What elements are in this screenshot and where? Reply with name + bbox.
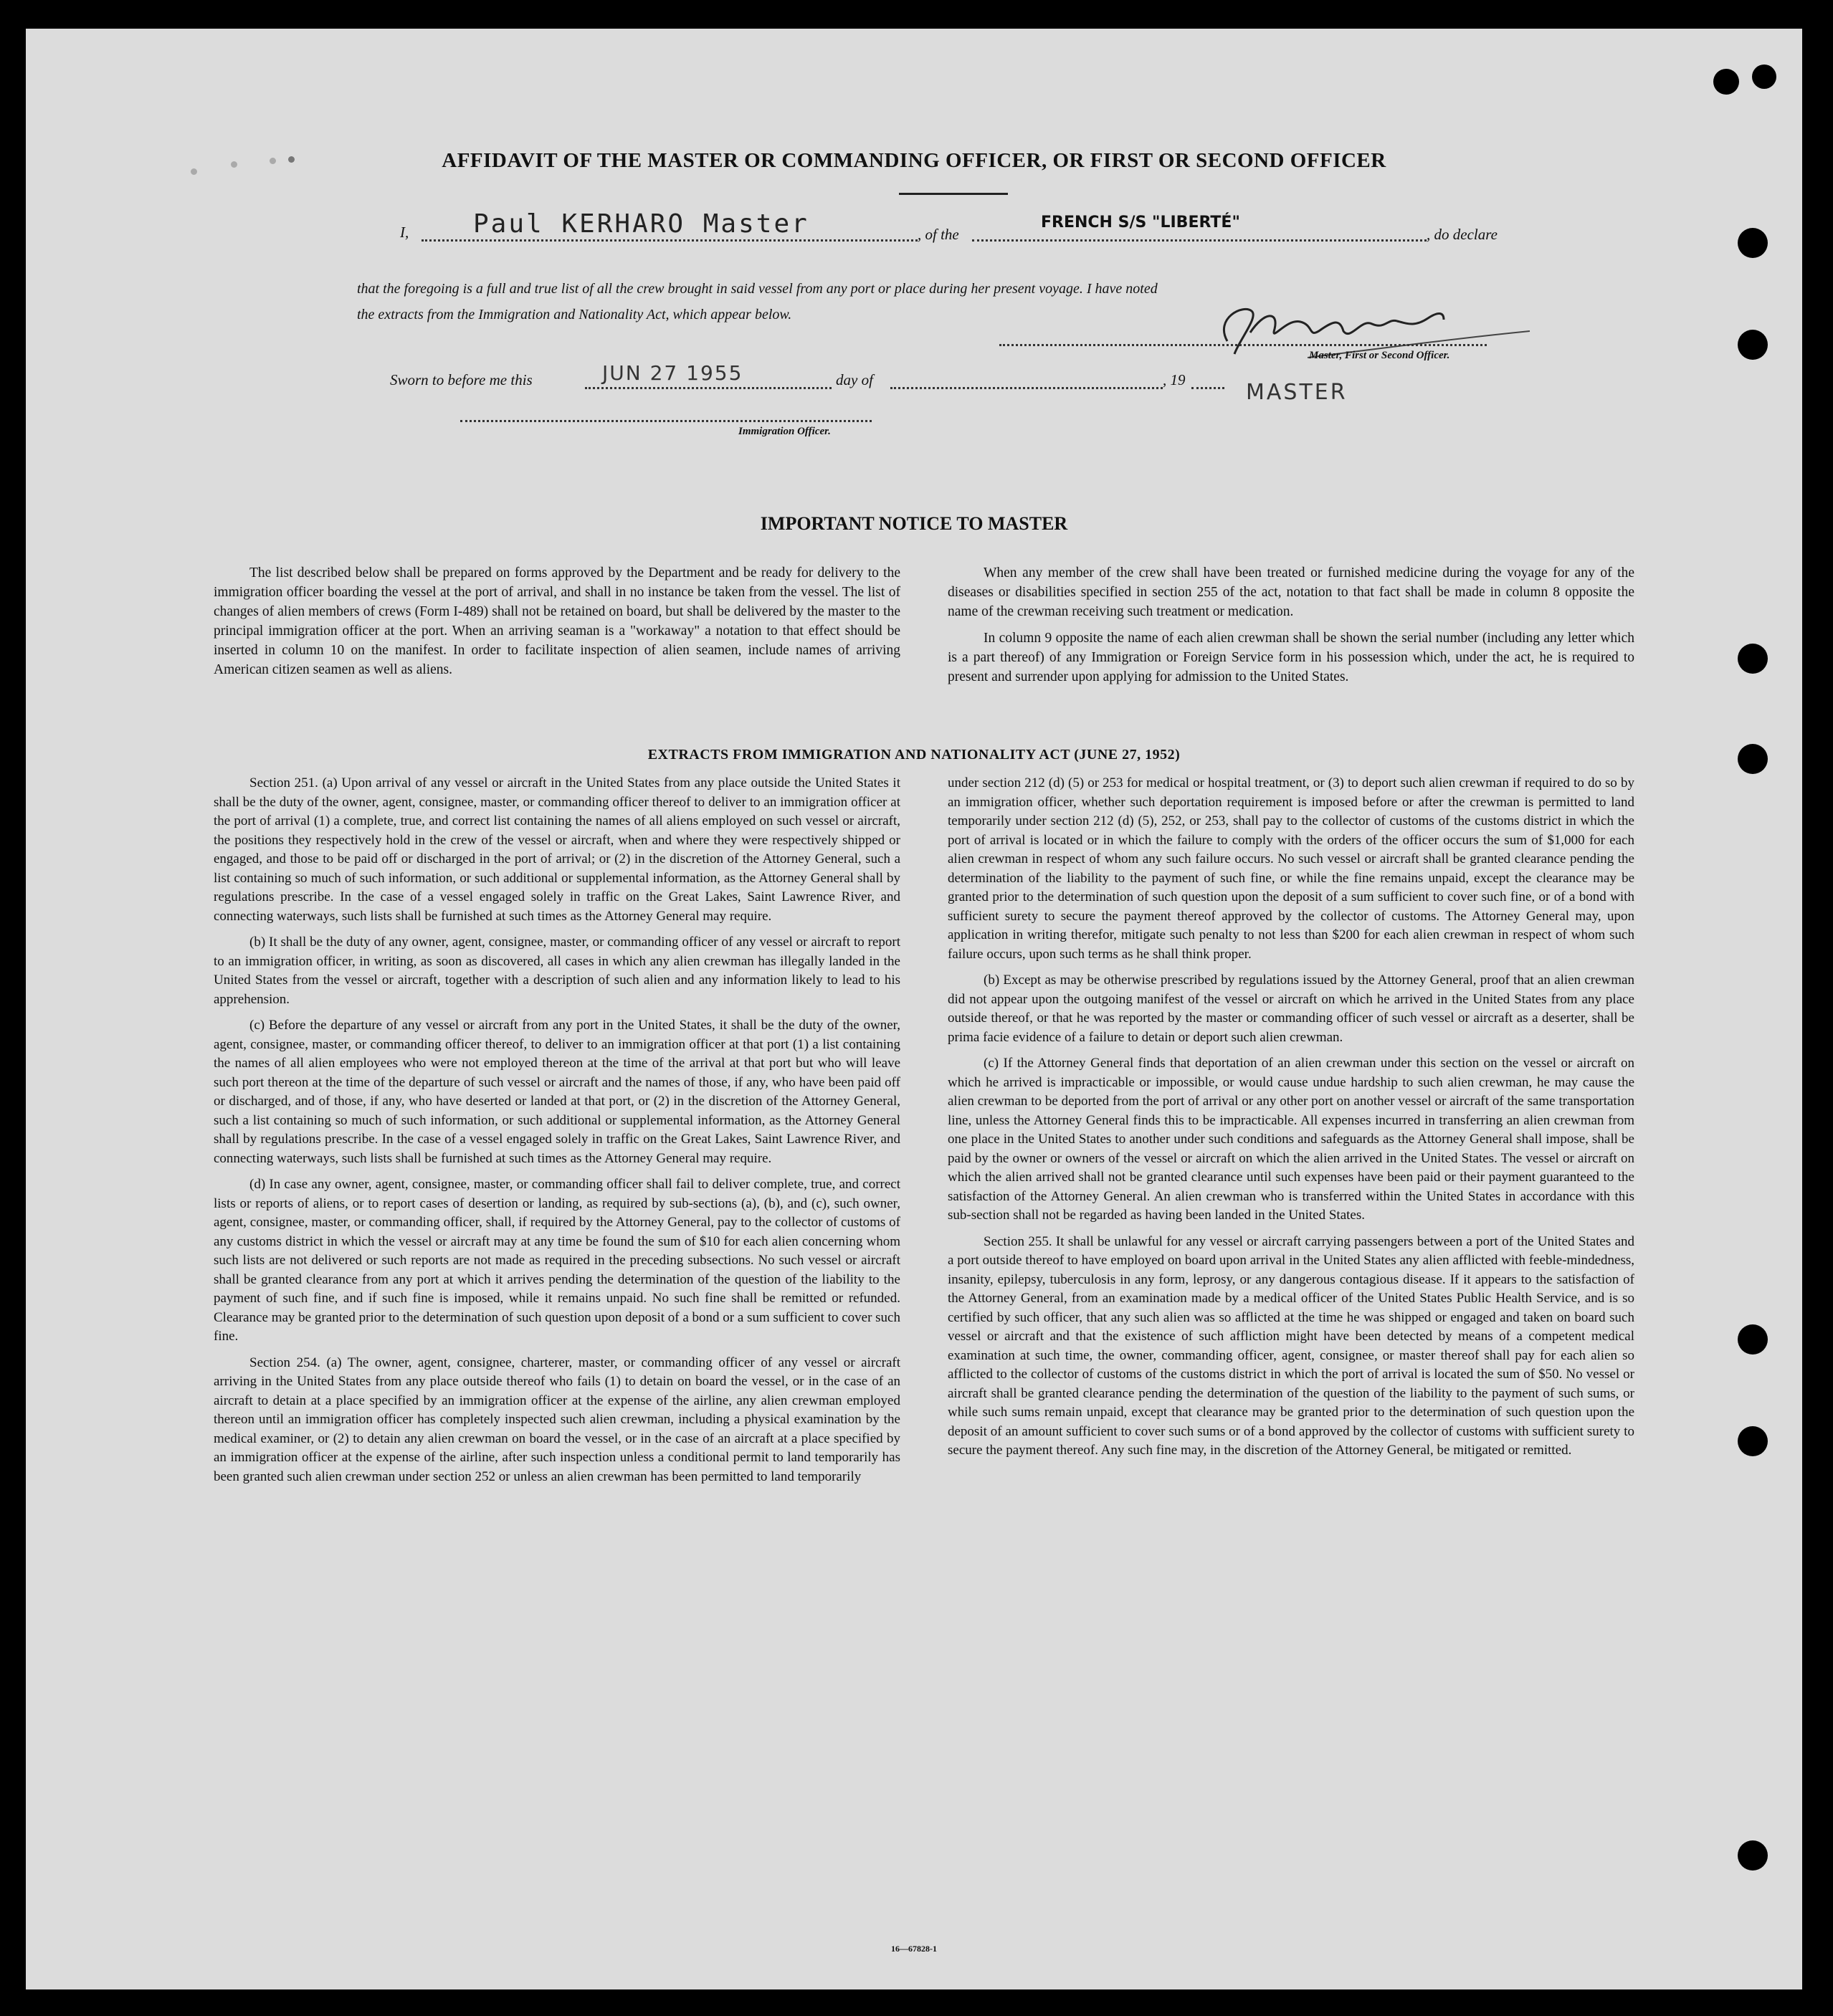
title-rule bbox=[899, 193, 1008, 195]
extracts-left-column bbox=[214, 774, 900, 1494]
extract-paragraph: (d) In case any owner, agent, consignee, master, or commanding officer shall fail to deliver complete, true, and correct lists or reports of aliens, or to report cases of desertion or landing, as required by sub-sections (a), (b), and (c), such owner, agent, consignee, master, or commanding officer, shall, if required by the Attorney General, pay to the collector of customs of any customs district in which the vessel or aircraft may at any time be found the sum of $10 for each alien concerning whom such lists are not delivered or such reports are not made as required in the preceding subsections. No such vessel or aircraft shall be granted clearance from any port at which it arrives pending the determination of the question of the liability to the payment of such fine, and if such fine is imposed, while it remains unpaid. No such fine shall be remitted or refunded. Clearance may be granted prior to the determination of such question upon deposit of a bond or a sum sufficient to cover such fine. bbox=[214, 1177, 900, 1344]
extract-paragraph: Section 255. It shall be unlawful for any vessel or aircraft carrying passengers between a port of the United States and a port outside thereof to have employed on board upon arrival in the United States any alien afflicted with feeble-mindedness, insanity, epilepsy, tuberculosis in any form, leprosy, or any dangerous contagious disease. If it appears to the satisfaction of the Attorney General, from an examination made by a medical officer of the United States Public Health Service, and is so certified by such officer, that any such alien was so afflicted at the time he was shipped or engaged and taken on board such vessel or aircraft and that the existence of such affliction might have been detected by means of a competent medical examination at such time, the owner, commanding officer, agent, consignee, or master thereof shall pay for each alien so afflicted to the collector of customs of the customs district in which the port of arrival is located the sum of $50. No vessel or aircraft shall be granted clearance pending the determination of the question of the liability to the payment of such sums, or while such sums remain unpaid, except that clearance may be granted prior to the determination of such question upon the deposit of an amount sufficient to cover such sums or of a bond approved by the collector of customs with sufficient surety to secure the payment thereof. Any such fine may, in the discretion of the Attorney General, be mitigated or remitted. bbox=[948, 1233, 1634, 1458]
extract-paragraph: Section 254. (a) The owner, agent, consignee, charterer, master, or commanding officer of any vessel or aircraft arriving in the United States from any place outside thereof who fails (1) to detain on board the vessel, or in the case of an aircraft to detain at a place specified by an immigration officer at the expense of the airline, any alien crewman employed thereon until an immigration officer has completely inspected such alien crewman, including a physical examination by the medical examiner, or (2) to detain any alien crewman on board the vessel, or in the case of an aircraft at a place specified by an immigration officer at the expense of the airline, after such inspection unless a conditional permit to land temporarily has been granted such alien crewman under section 252 or unless an alien crewman has been permitted to land temporarily bbox=[214, 1355, 900, 1484]
punch-hole bbox=[1738, 644, 1768, 674]
punch-hole bbox=[1752, 65, 1776, 89]
vessel-name-typed: FRENCH S/S "LIBERTÉ" bbox=[1041, 214, 1240, 231]
vessel-dotted-line bbox=[972, 239, 1427, 242]
do-declare-label: , do declare bbox=[1427, 226, 1498, 243]
declaration-line: that the foregoing is a full and true list of all the crew brought in said vessel from any port or place during her present voyage. I have noted bbox=[357, 281, 1158, 297]
punch-hole bbox=[1713, 69, 1739, 95]
officer-caption: Immigration Officer. bbox=[738, 426, 831, 437]
extract-paragraph: (c) Before the departure of any vessel or aircraft from any port in the United States, it shall be the duty of the owner, agent, consignee, master, or commanding officer thereof, to deliver to an immigration officer at that port (1) a list containing the names of all alien employees who were not employed thereon at the time of the arrival at that port but who will leave such port thereon at the time of the departure of such vessel or aircraft and the names of those, if any, who have been paid off or discharged, and of those, if any, who have deserted or landed at that port, or (2) in the discretion of the Attorney General, such a list containing so much of such information, or such additional or supplemental information, as the Attorney General shall by regulations prescribe. In the case of a vessel engaged solely in traffic on the Great Lakes, Saint Lawrence River, and connecting waterways, such lists shall be furnished at such times as the Attorney General may require. bbox=[214, 1018, 900, 1166]
master-name-typed: Paul KERHARO Master bbox=[473, 209, 809, 239]
notice-title: IMPORTANT NOTICE TO MASTER bbox=[760, 513, 1068, 534]
name-dotted-line bbox=[422, 239, 918, 242]
notice-paragraph: When any member of the crew shall have been treated or furnished medicine during the voyage for any of the diseases or disabilities specified in section 255 of the act, notation to that fact shall be made in column 8 opposite the name of the crewman receiving such treatment or medication. bbox=[948, 565, 1634, 619]
signature-dotted-line bbox=[999, 344, 1487, 346]
i-label: I, bbox=[400, 224, 409, 241]
day-dotted-line bbox=[890, 387, 1163, 389]
extract-paragraph: (b) Except as may be otherwise prescribed by regulations issued by the Attorney General, proof that an alien crewman did not appear upon the outgoing manifest of the vessel or aircraft on which he arrived in the United States from any place outside thereof, or that he was reported by the master or commanding officer of such vessel or aircraft as a deserter, shall be prima facie evidence of a failure to detain or deport such alien crewman. bbox=[948, 973, 1634, 1045]
declaration-line: the extracts from the Immigration and Nationality Act, which appear below. bbox=[357, 307, 792, 323]
punch-hole bbox=[1738, 1840, 1768, 1871]
punch-hole bbox=[1738, 228, 1768, 258]
document-page bbox=[26, 29, 1802, 1989]
extracts-right-column bbox=[948, 774, 1634, 1468]
sworn-dotted-line bbox=[585, 387, 832, 389]
punch-hole bbox=[1738, 1324, 1768, 1355]
form-code: 16—67828-1 bbox=[891, 1944, 937, 1954]
officer-dotted-line bbox=[460, 420, 872, 422]
notice-paragraph: In column 9 opposite the name of each alien crewman shall be shown the serial number (including any letter which is a part thereof) of any Immigration or Foreign Service form in his possession which, under the act, he is required to present and surrender upon applying for admission to the United States. bbox=[948, 631, 1634, 684]
punch-hole bbox=[1738, 1426, 1768, 1456]
day-of-label: day of bbox=[836, 371, 873, 388]
extracts-title: EXTRACTS FROM IMMIGRATION AND NATIONALITY ACT (JUNE 27, 1952) bbox=[647, 747, 1181, 763]
notice-paragraph: The list described below shall be prepared on forms approved by the Department and be ready for delivery to the immigration officer boarding the vessel at the port of arrival, and shall in no instance be taken from the vessel. The list of changes of alien members of crews (Form I-489) shall not be retained on board, but shall be delivered by the master to the principal immigration officer at the port. When an arriving seaman is a "workaway" a notation to that effect should be inserted in column 10 on the manifest. In order to facilitate inspection of alien seamen, include names of arriving American citizen seamen as well as aliens. bbox=[214, 565, 900, 677]
sworn-label: Sworn to before me this bbox=[390, 371, 533, 388]
extract-paragraph: Section 251. (a) Upon arrival of any vessel or aircraft in the United States from any place outside the United States it shall be the duty of the owner, agent, consignee, master, or commanding officer thereof to deliver to an immigration officer at the port of arrival (1) a complete, true, and correct list containing the names of all aliens employed on such vessel or aircraft, the positions they respectively hold in the crew of the vessel or aircraft, when and where they were respectively shipped or engaged, and those to be paid off or discharged in the port of arrival; or (2) in the discretion of the Attorney General, such a list containing so much of such information, or such additional or supplemental information, as the Attorney General shall by regulations prescribe. In the case of a vessel engaged solely in traffic on the Great Lakes, Saint Lawrence River, and connecting waterways, such lists shall be furnished at such times as the Attorney General may require. bbox=[214, 775, 900, 924]
master-stamp: MASTER bbox=[1246, 380, 1348, 405]
master-caption: Master, First or Second Officer. bbox=[1309, 350, 1450, 361]
year-label: , 19 bbox=[1163, 371, 1186, 388]
affidavit-title: AFFIDAVIT OF THE MASTER OR COMMANDING OFFICER, OR FIRST OR SECOND OFFICER bbox=[442, 149, 1386, 172]
punch-hole bbox=[1738, 330, 1768, 360]
extract-paragraph: (c) If the Attorney General finds that deportation of an alien crewman under this section on the vessel or aircraft on which he arrived is impracticable or impossible, or would cause undue hardship to such alien crewman, he may cause the alien crewman to be deported from the port of arrival or any other port on another vessel or aircraft of the same transportation line, unless the Attorney General finds this to be impracticable. All expenses incurred in transferring an alien crewman from one place in the United States to another under such conditions and safeguards as the Attorney General shall impose, shall be paid by the owner or owners of the vessel or aircraft on which the alien arrived in the United States. The vessel or aircraft on which the alien arrived shall not be granted clearance until such expenses have been paid or their payment guaranteed to the satisfaction of the Attorney General. An alien crewman who is transferred within the United States in accordance with this sub-section shall not be regarded as having been landed in the United States. bbox=[948, 1056, 1634, 1223]
punch-hole bbox=[1738, 744, 1768, 774]
extract-paragraph: under section 212 (d) (5) or 253 for medical or hospital treatment, or (3) to deport such alien crewman if required to do so by an immigration officer, whether such deportation requirement is imposed before or after the crewman is permitted to land temporarily under section 212 (d) (5), 252, or 253, shall pay to the collector of customs of the customs district in which the port of arrival is located or in which the failure to comply with the orders of the officer occurs the sum of $1,000 for each alien crewman in respect of whom any such failure occurs. No such vessel or aircraft shall be granted clearance pending the determination of the liability to the payment of such fine, or while the fine remains unpaid, except the clearance may be granted prior to the determination of such question upon the deposit of a sum sufficient to cover such fine, or of a bond with sufficient surety to secure the payment thereof approved by the collector of customs. The Attorney General may, upon application in writing therefor, mitigate such penalty to not less than $200 for each alien crewman in respect of whom such failure occurs, upon such terms as he shall think proper. bbox=[948, 775, 1634, 962]
year-dotted-line bbox=[1191, 387, 1224, 389]
notice-right-column bbox=[948, 563, 1634, 694]
of-the-label: , of the bbox=[918, 226, 959, 243]
notice-left-column bbox=[214, 563, 900, 687]
sworn-date-stamp: JUN 27 1955 bbox=[602, 361, 743, 385]
extract-paragraph: (b) It shall be the duty of any owner, agent, consignee, master, or commanding officer of any vessel or aircraft to report to an immigration officer, in writing, as soon as discovered, all cases in which any alien crewman has illegally landed in the United States from the vessel or aircraft, together with a description of such alien and any information likely to lead to his apprehension. bbox=[214, 935, 900, 1007]
